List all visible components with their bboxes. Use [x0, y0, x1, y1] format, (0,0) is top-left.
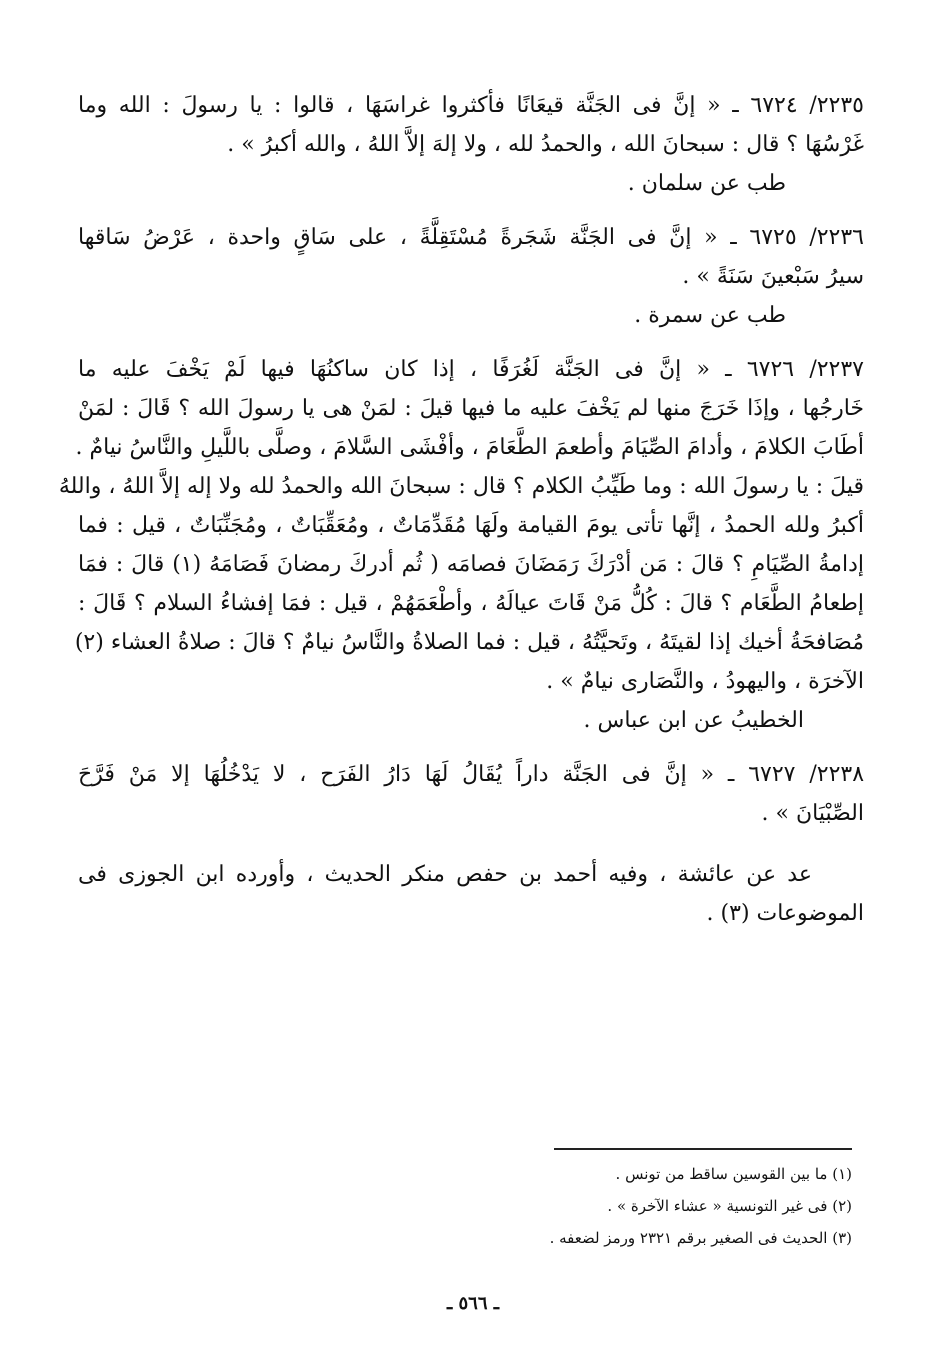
hadith-2238-source-line-1: عد عن عائشة ، وفيه أحمد بن حفص منكر الحديث ، وأورده ابن الجوزى فى — [78, 862, 812, 887]
hadith-2236-line-1: ٢٢٣٦/ ٦٧٢٥ ـ « إنَّ فى الجَنَّة شَجَرةً مُسْتَقِلَّةً ، على سَاقٍ واحدة ، عَرْضُ سَاقها — [78, 225, 864, 250]
page-number: ـ ٥٦٦ ـ — [446, 1293, 500, 1314]
hadith-2235-line-2: غَرْسُهَا ؟ قال : سبحانَ الله ، والحمدُ لله ، ولا إلهَ إلاَّ اللهُ ، والله أكبرُ » . — [227, 132, 864, 157]
hadith-2235-line-1: ٢٢٣٥/ ٦٧٢٤ ـ « إنَّ فى الجَنَّة قيعَانًا فأكثروا غراسَهَا ، قالوا : يا رسولَ : الله وما — [78, 93, 864, 118]
hadith-2237-line-2: خَارجُها ، وإذَا خَرَجَ منها لم يَخْفَ عليه ما فيها قيلَ : لمَنْ هى يا رسولَ الله ؟ قَالَ : لمَنْ — [78, 396, 864, 421]
hadith-2237-line-8: مُصَافحَةُ أخيك إذا لقيتَهُ ، وتَحيَّتُهُ ، قيل : فما الصلاةُ والنَّاسُ نيامٌ ؟ قالَ : صلاةُ العشاء (٢) — [74, 630, 864, 655]
hadith-2237-line-6: إدامةُ الصِّيَامِ ؟ قالَ : مَن أدْرَكَ رَمَضَانَ فصامَه ( ثُم أدركَ رمضانَ فَصَامَهُ (١) قالَ : فمَا — [78, 552, 864, 577]
hadith-2237-line-9: الآخرَة ، واليهودُ ، والنَّصَارى نيامٌ » . — [546, 669, 864, 694]
hadith-2237-line-4: قيلَ : يا رسولَ الله : وما طَيِّبُ الكلام ؟ قال : سبحانَ الله والحمدُ لله ولا إله إلاَّ اللهُ ، واللهُ — [58, 474, 864, 499]
hadith-2236-source: طب عن سمرة . — [634, 303, 786, 328]
hadith-2235-source: طب عن سلمان . — [627, 171, 786, 196]
hadith-2237-line-1: ٢٢٣٧/ ٦٧٢٦ ـ « إنَّ فى الجَنَّة لَغُرَفًا ، إذا كان ساكنُهَا فيها لَمْ يَخْفَ عليه ما — [78, 357, 864, 382]
hadith-2237-line-3: أطَابَ الكلامَ ، وأدامَ الصِّيَامَ وأطعمَ الطَّعَامَ ، وأفْشَى السَّلامَ ، وصلَّى باللَّيلِ والنَّاسُ نيامٌ . — [75, 435, 864, 460]
footnote-divider — [554, 1148, 852, 1150]
hadith-2238-line-1: ٢٢٣٨/ ٦٧٢٧ ـ « إنَّ فى الجَنَّة داراً يُقَالُ لَهَا دَارُ الفَرَح ، لا يَدْخُلُهَا إلا مَنْ فَرَّحَ — [78, 762, 865, 787]
footnote-1: (١) ما بين القوسين ساقط من تونس . — [615, 1165, 852, 1183]
hadith-2237-source: الخطيبُ عن ابن عباس . — [583, 708, 804, 733]
hadith-2238-source-line-2: الموضوعات (٣) . — [706, 901, 864, 926]
hadith-2237-line-7: إطعامُ الطَّعَام ؟ قالَ : كُلُّ مَنْ قَاتَ عيالَهُ ، وأطْعَمَهُمْ ، قيل : فمَا إفشاءُ السلام ؟ قَالَ : — [78, 591, 864, 616]
hadith-2238-line-2: الصِّبْيَانَ » . — [761, 801, 864, 826]
hadith-2237-line-5: أكبرُ ولله الحمدُ ، إنَّها تأتى يومَ القيامة ولَهَا مُقَدِّمَاتٌ ، ومُعَقِّبَاتٌ ، ومُجَنِّبَاتٌ ، قيل : فما — [78, 513, 864, 538]
footnotes — [352, 1158, 852, 1254]
hadith-2236-line-2: سيرُ سَبْعينَ سَنَةً » . — [682, 264, 864, 289]
main-text — [58, 86, 865, 933]
footnote-3: (٣) الحديث فى الصغير برقم ٢٣٢١ ورمز لضعفه . — [549, 1229, 852, 1247]
footnote-2: (٢) فى غير التونسية « عشاء الآخرة » . — [607, 1197, 852, 1215]
